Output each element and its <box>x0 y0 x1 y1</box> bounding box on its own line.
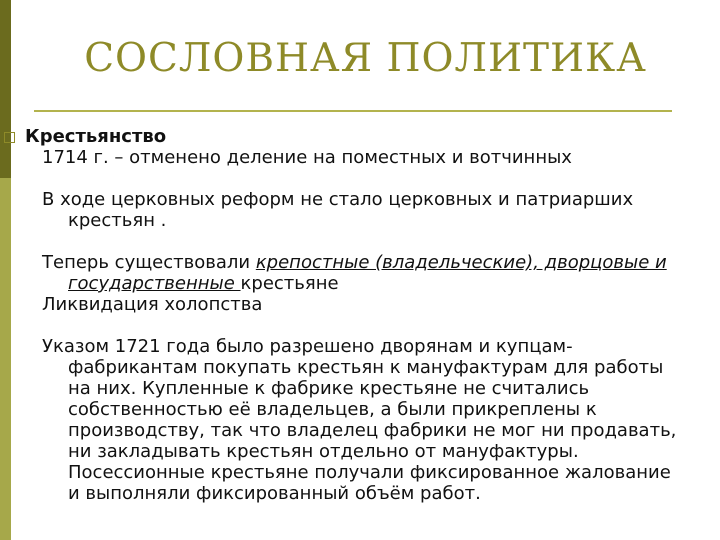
bullet-heading-row <box>0 126 682 147</box>
peasant-types-prefix: Теперь существовали <box>42 252 256 273</box>
left-stripe-light <box>0 178 11 540</box>
paragraph-peasant-types <box>42 252 682 294</box>
slide-title: СОСЛОВНАЯ ПОЛИТИКА <box>84 36 647 81</box>
title-divider <box>34 110 672 112</box>
paragraph-1714: 1714 г. – отменено деление на поместных и вотчинных <box>42 147 572 168</box>
slide-body <box>25 126 682 504</box>
peasant-types-underlined: крепостные (владельческие), дворцовые и государственные <box>68 252 667 294</box>
square-bullet-icon <box>4 132 15 143</box>
section-heading: Крестьянство <box>25 126 167 147</box>
peasant-types-suffix: крестьяне <box>240 273 339 294</box>
paragraph-decree-1721: Указом 1721 года было разрешено дворянам и купцам-фабрикантам покупать крестьян к мануфактурам для работы на них. Купленные к фабрике крестьяне не считались собственностью её владельцев, а были прикреплены к производству, так что владелец фабрики не мог ни продавать, ни закладывать крестьян отдельно от мануфактуры. Посессионные крестьяне получали фиксированное жалование и выполняли фиксированный объём работ. <box>42 336 677 504</box>
paragraph-kholopstvo: Ликвидация холопства <box>42 294 263 315</box>
paragraph-church-reforms: В ходе церковных реформ не стало церковных и патриарших крестьян . <box>42 189 634 231</box>
left-stripe-dark <box>0 0 11 178</box>
